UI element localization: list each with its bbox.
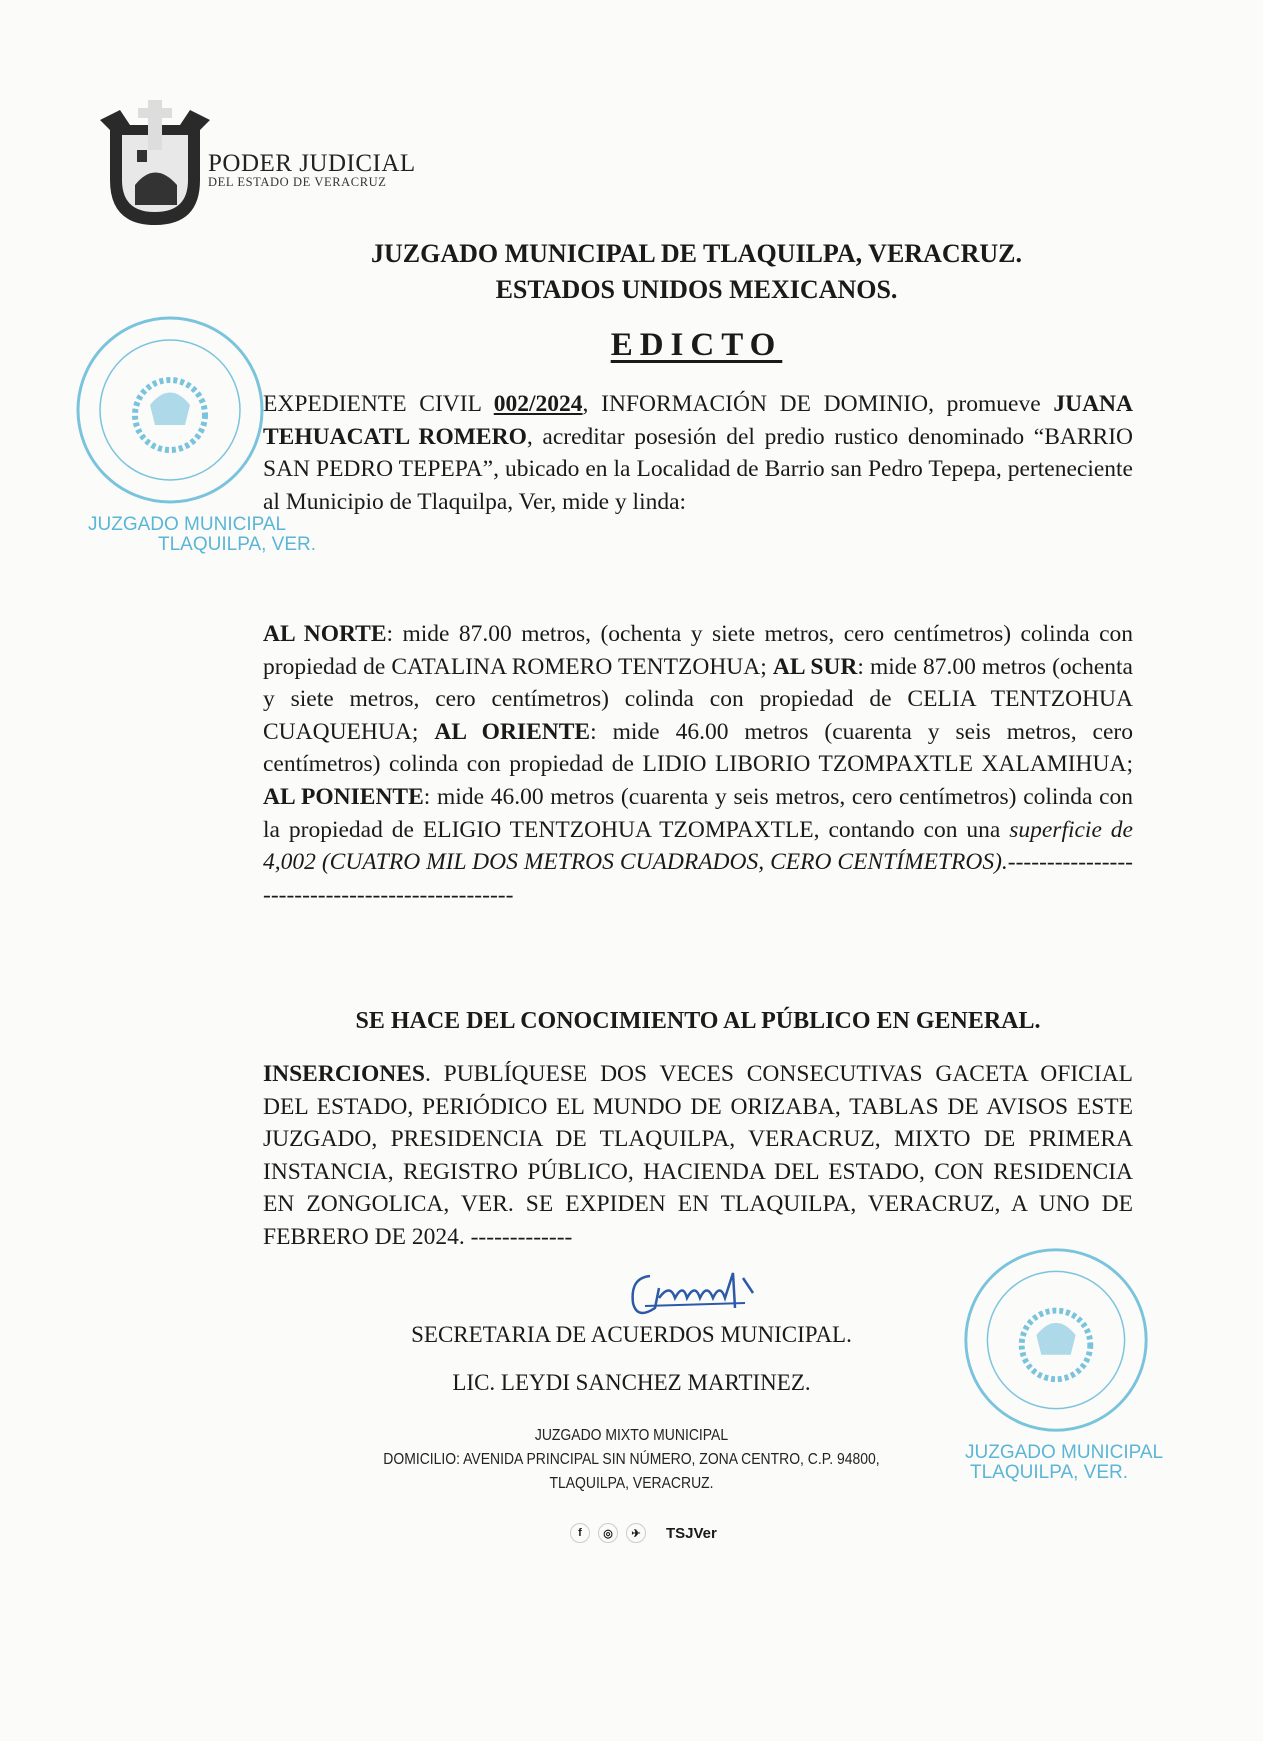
facebook-icon: f (570, 1523, 590, 1543)
public-notice-heading: SE HACE DEL CONOCIMIENTO AL PÚBLICO EN GENERAL. (355, 1008, 1041, 1034)
title-line-2: ESTADOS UNIDOS MEXICANOS. (495, 275, 898, 304)
promoter-name: JUANA TEHUACATL ROMERO (263, 391, 1133, 450)
stamp-1-line-2: TLAQUILPA, VER. (158, 534, 317, 555)
dash-fill: ------------- (470, 1223, 573, 1250)
footer-line-3: TLAQUILPA, VERACRUZ. (549, 1475, 714, 1492)
poder-judicial-logo (95, 100, 215, 230)
paragraph-boundaries (263, 618, 1133, 911)
social-handle: TSJVer (666, 1524, 717, 1542)
text: : mide 87.00 metros, (ochenta y siete metros, cero centímetros) colinda con propiedad de CATALINA ROMERO TENTZOHUA; (263, 621, 1134, 680)
handwritten-signature (625, 1268, 785, 1328)
court-title (0, 236, 1263, 308)
footer-line-2: DOMICILIO: AVENIDA PRINCIPAL SIN NÚMERO, ZONA CENTRO, C.P. 94800, (383, 1451, 880, 1468)
paragraph-expediente (263, 388, 1133, 518)
court-seal-stamp-2 (958, 1242, 1154, 1438)
twitter-icon: ✈ (626, 1523, 646, 1543)
stamp-2-line-2: TLAQUILPA, VER. (970, 1462, 1129, 1483)
document-type: EDICTO (610, 327, 783, 363)
social-links (570, 1523, 717, 1543)
case-number: 002/2024 (493, 391, 583, 417)
label-inserciones: INSERCIONES (263, 1061, 425, 1087)
title-line-1: JUZGADO MUNICIPAL DE TLAQUILPA, VERACRUZ. (370, 239, 1023, 268)
brand-title: PODER JUDICIAL (208, 150, 416, 177)
footer-address (63, 1424, 1200, 1496)
instagram-icon: ◎ (598, 1523, 618, 1543)
label-sur: AL SUR (772, 653, 858, 680)
text: : mide 87.00 metros (ochenta y siete metros, cero centímetros) colinda con propiedad de CELIA TENTZOHUA CUAQUEHUA; (263, 653, 1133, 745)
surface-area: superficie de 4,002 (CUATRO MIL DOS METROS CUADRADOS, CERO CENTÍMETROS). (263, 816, 1133, 876)
text: . PUBLÍQUESE DOS VECES CONSECUTIVAS GACETA OFICIAL DEL ESTADO, PERIÓDICO EL MUNDO DE ORIZABA, TABLAS DE AVISOS ESTE JUZGADO, PRESIDENCIA DE TLAQUILPA, VERACRUZ, MIXTO DE PRIMERA INSTANCIA, REGISTRO PÚBLICO, HACIENDA DEL ESTADO, CON RESIDENCIA EN ZONGOLICA, VER. SE EXPIDEN EN TLAQUILPA, VERACRUZ, A UNO DE FEBRERO DE 2024. (263, 1061, 1133, 1250)
text: : mide 46.00 metros (cuarenta y seis metros, cero centímetros) colinda con propiedad de LIDIO LIBORIO TZOMPAXTLE XALAMIHUA; (263, 718, 1133, 778)
text: , acreditar posesión del predio rustico denominado “BARRIO SAN PEDRO TEPEPA”, ubicado en la Localidad de Barrio san Pedro Tepepa, perteneciente al Municipio de Tlaquilpa, Ver, mide y linda: (263, 423, 1133, 515)
brand-subtitle: DEL ESTADO DE VERACRUZ (208, 175, 387, 189)
text: EXPEDIENTE CIVIL (263, 391, 494, 417)
footer-line-1: JUZGADO MIXTO MUNICIPAL (534, 1427, 729, 1444)
brand (208, 150, 416, 190)
stamp-1-label (88, 515, 316, 555)
signatory-role: SECRETARIA DE ACUERDOS MUNICIPAL. (411, 1322, 852, 1347)
stamp-2-line-1: JUZGADO MUNICIPAL (965, 1442, 1164, 1463)
stamp-1-line-1: JUZGADO MUNICIPAL (88, 514, 287, 535)
text: : mide 46.00 metros (cuarenta y seis metros, cero centímetros) colinda con la propiedad de ELIGIO TENTZOHUA TZOMPAXTLE, contando con una (263, 783, 1133, 843)
dash-fill: ------------------------------------------------ (263, 849, 1133, 908)
text: , INFORMACIÓN DE DOMINIO, promueve (582, 391, 1054, 417)
paragraph-inserciones (263, 1058, 1133, 1254)
label-norte: AL NORTE (263, 621, 387, 647)
signatory-name: LIC. LEYDI SANCHEZ MARTINEZ. (452, 1370, 811, 1395)
label-oriente: AL ORIENTE (434, 718, 591, 745)
label-poniente: AL PONIENTE (263, 783, 424, 810)
court-seal-stamp (70, 310, 270, 510)
